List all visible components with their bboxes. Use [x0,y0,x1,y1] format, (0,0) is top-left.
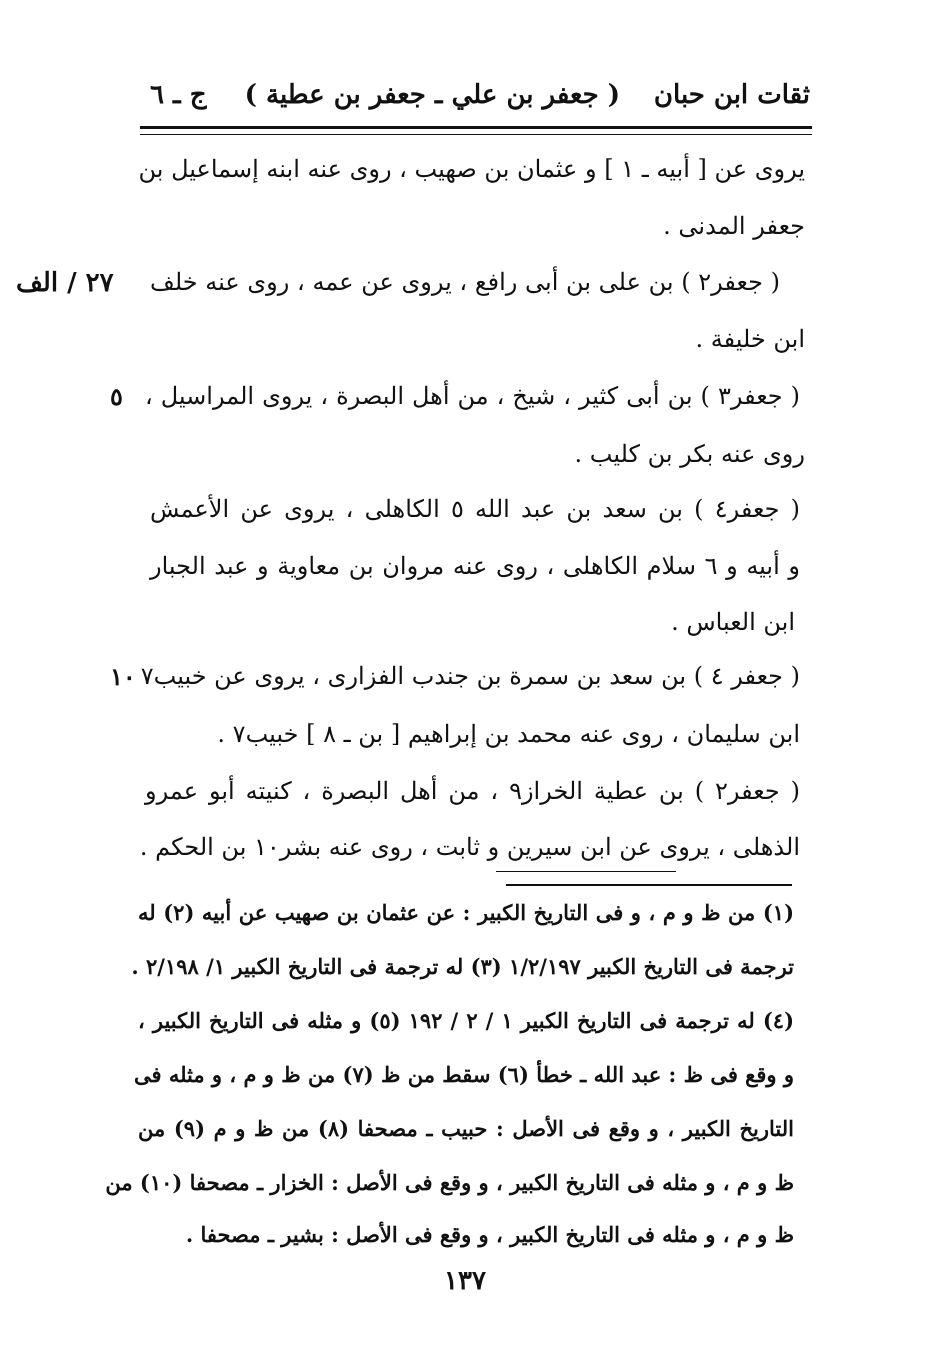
text-line: ( جعفر٢ ) بن عطية الخراز٩ ، من أهل البصرة ، كنيته أبو عمرو [145,777,800,805]
footnote-separator [506,884,792,886]
footnote-line: ظ و م ، و مثله فى التاريخ الكبير ، و وقع فى الأصل : الخزار ـ مصحفا (١٠) من [105,1170,794,1195]
footnote-line: (١) من ظ و م ، و فى التاريخ الكبير : عن عثمان بن صهيب عن أبيه (٢) له [138,900,794,925]
text-line: ( جعفر٤ ) بن سعد بن عبد الله ٥ الكاهلى ، يروى عن الأعمش [150,495,801,523]
header-rule-thin [140,134,812,135]
footnote-line: ترجمة فى التاريخ الكبير ١/٢/١٩٧ (٣) له ترجمة فى التاريخ الكبير ١/ ٢/١٩٨ . [131,954,794,979]
text-line: ابن العباس . [671,608,795,636]
header-entry-range: ( جعفر بن علي ـ جعفر بن عطية ) [244,80,620,110]
text-underline [496,871,676,872]
footnote-line: التاريخ الكبير ، و وقع فى الأصل : حبيب ـ مصحفا (٨) من ظ و م (٩) من [138,1116,794,1141]
header-book-title: ثقات ابن حبان [653,80,810,110]
text-line: و أبيه و ٦ سلام الكاهلى ، روى عنه مروان بن معاوية و عبد الجبار [150,552,800,580]
text-line: ابن خليفة . [695,325,805,353]
footnote-line: ظ و م ، و مثله فى التاريخ الكبير ، و وقع فى الأصل : بشير ـ مصحفا . [185,1222,794,1247]
manuscript-folio-marker: ٢٧ / الف [16,268,114,298]
text-line: يروى عن [ أبيه ـ ١ ] و عثمان بن صهيب ، روى عنه ابنه إسماعيل بن [138,155,805,183]
line-number-10: ١٠ [110,662,136,691]
text-line: ابن سليمان ، روى عنه محمد بن إبراهيم [ بن ـ ٨ ] خبيب٧ . [217,720,800,748]
text-line: ( جعفر ٤ ) بن سعد بن سمرة بن جندب الفزارى ، يروى عن خبيب٧ [140,662,800,690]
footnote-line: (٤) له ترجمة فى التاريخ الكبير ١ / ٢ / ١٩٢ (٥) و مثله فى التاريخ الكبير ، [138,1008,794,1033]
text-line: الذهلى ، يروى عن ابن سيرين و ثابت ، روى عنه بشر١٠ بن الحكم . [139,833,800,861]
footnote-line: و وقع فى ظ : عبد الله ـ خطأ (٦) سقط من ظ (٧) من ظ و م ، و مثله فى [133,1062,794,1087]
text-line: جعفر المدنى . [663,212,805,240]
line-number-5: ٥ [110,382,123,411]
text-line: ( جعفر٣ ) بن أبى كثير ، شيخ ، من أهل البصرة ، يروى المراسيل ، [145,382,801,410]
text-line: ( جعفر٢ ) بن على بن أبى رافع ، يروى عن عمه ، روى عنه خلف [150,268,780,296]
header-volume: ج ـ ٦ [150,80,207,110]
running-header [140,80,810,120]
page-number: ١٣٧ [444,1266,486,1296]
header-rule-thick [140,126,812,129]
text-line: روى عنه بكر بن كليب . [574,440,805,468]
